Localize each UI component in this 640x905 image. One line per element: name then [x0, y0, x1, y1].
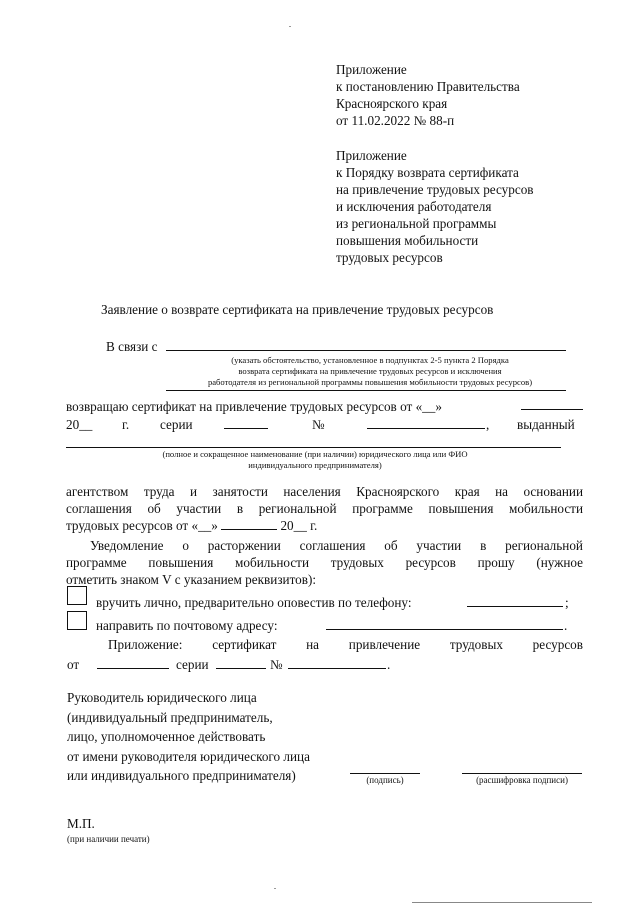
certificate-line: возвращаю сертификат на привлечение трудовых ресурсов от «__» — [66, 399, 442, 414]
option-mail-end: . — [564, 618, 568, 633]
attachment-date-field[interactable] — [97, 668, 169, 669]
signatory-line: или индивидуального предпринимателя) — [67, 768, 296, 784]
number-label: № — [312, 417, 325, 432]
agency-line: соглашения об участии в региональной программе повышения мобильности — [66, 501, 583, 516]
reason-field-line-2[interactable] — [166, 390, 566, 391]
certificate-year: 20__ — [66, 417, 93, 432]
signatory-line: лицо, уполномоченное действовать — [67, 729, 266, 745]
header-line: трудовых ресурсов — [336, 250, 443, 265]
header-line: к постановлению Правительства — [336, 79, 520, 94]
issuer-field-line[interactable] — [66, 447, 561, 448]
attachment-number-label: № — [270, 657, 283, 672]
scan-dot — [289, 26, 291, 27]
signature-hint: (подпись) — [366, 775, 404, 785]
notice-line: Уведомление о расторжении соглашения об участии в региональной — [90, 538, 583, 553]
option-personal-end: ; — [565, 595, 569, 610]
agreement-date-field[interactable] — [221, 517, 277, 530]
header-line: и исключения работодателя — [336, 199, 492, 214]
signatory-line: (индивидуальный предприниматель, — [67, 709, 273, 725]
signatory-block — [67, 688, 310, 786]
header-line: Красноярского края — [336, 96, 448, 111]
scan-edge-line — [412, 902, 592, 903]
signature-decode-field[interactable] — [462, 773, 582, 774]
number-field[interactable] — [367, 428, 485, 429]
certificate-year-suffix: г. — [122, 417, 130, 432]
option-mail-label: направить по почтовому адресу: — [96, 618, 278, 633]
header-line: на привлечение трудовых ресурсов — [336, 182, 534, 197]
stamp-label: М.П. — [67, 816, 95, 831]
signatory-line: от имени руководителя юридического лица — [67, 748, 310, 764]
series-field[interactable] — [224, 428, 268, 429]
signatory-line: Руководитель юридического лица — [67, 690, 257, 705]
reason-hint: (указать обстоятельство, установленное в подпунктах 2-5 пункта 2 Порядка возврата сертификата на привлечение трудовых ресурсов и исключения работодателя из региональной программы повышения мобильности трудовых ресурсов) — [207, 355, 533, 387]
header-line: Приложение — [336, 62, 407, 77]
header-order-block — [336, 147, 534, 266]
number-comma: , — [486, 417, 490, 432]
document-title: Заявление о возврате сертификата на привлечение трудовых ресурсов — [101, 302, 494, 317]
notice-last-line: отметить знаком V с указанием реквизитов): — [66, 572, 317, 587]
stamp-hint: (при наличии печати) — [67, 834, 150, 844]
issuer-hint: (полное и сокращенное наименование (при наличии) юридического лица или ФИО индивидуального предпринимателя) — [162, 449, 468, 470]
notice-line: программе повышения мобильности трудовых ресурсов прошу (нужное — [66, 555, 583, 570]
attachment-line: Приложение: сертификат на привлечение трудовых ресурсов — [108, 637, 583, 652]
header-line: Приложение — [336, 148, 407, 163]
attachment-from-label: от — [67, 657, 80, 672]
postal-address-field[interactable] — [326, 629, 563, 630]
header-line: к Порядку возврата сертификата — [336, 165, 519, 180]
agency-last-line: трудовых ресурсов от «__» 20__ г. — [66, 518, 318, 533]
agency-line: агентством труда и занятости населения Красноярского края на основании — [66, 484, 583, 499]
header-line: повышения мобильности — [336, 233, 479, 248]
header-line: из региональной программы — [336, 216, 497, 231]
reason-label: В связи с — [106, 339, 158, 354]
reason-field-line[interactable] — [166, 350, 566, 351]
option-personal-checkbox[interactable] — [67, 586, 87, 605]
certificate-date-field[interactable] — [521, 409, 583, 410]
header-line: от 11.02.2022 № 88-п — [336, 113, 455, 128]
option-personal-label: вручить лично, предварительно оповестив по телефону: — [96, 595, 412, 610]
phone-field[interactable] — [467, 606, 563, 607]
scan-dot — [274, 888, 276, 889]
attachment-end: . — [387, 657, 391, 672]
signature-field[interactable] — [350, 773, 420, 774]
attachment-series-label: серии — [176, 657, 209, 672]
option-mail-checkbox[interactable] — [67, 611, 87, 630]
series-label: серии — [160, 417, 193, 432]
attachment-series-field[interactable] — [216, 668, 266, 669]
attachment-number-field[interactable] — [288, 668, 386, 669]
header-approval-block — [336, 61, 520, 129]
signature-decode-hint: (расшифровка подписи) — [476, 775, 568, 785]
issued-label: выданный — [517, 417, 575, 432]
